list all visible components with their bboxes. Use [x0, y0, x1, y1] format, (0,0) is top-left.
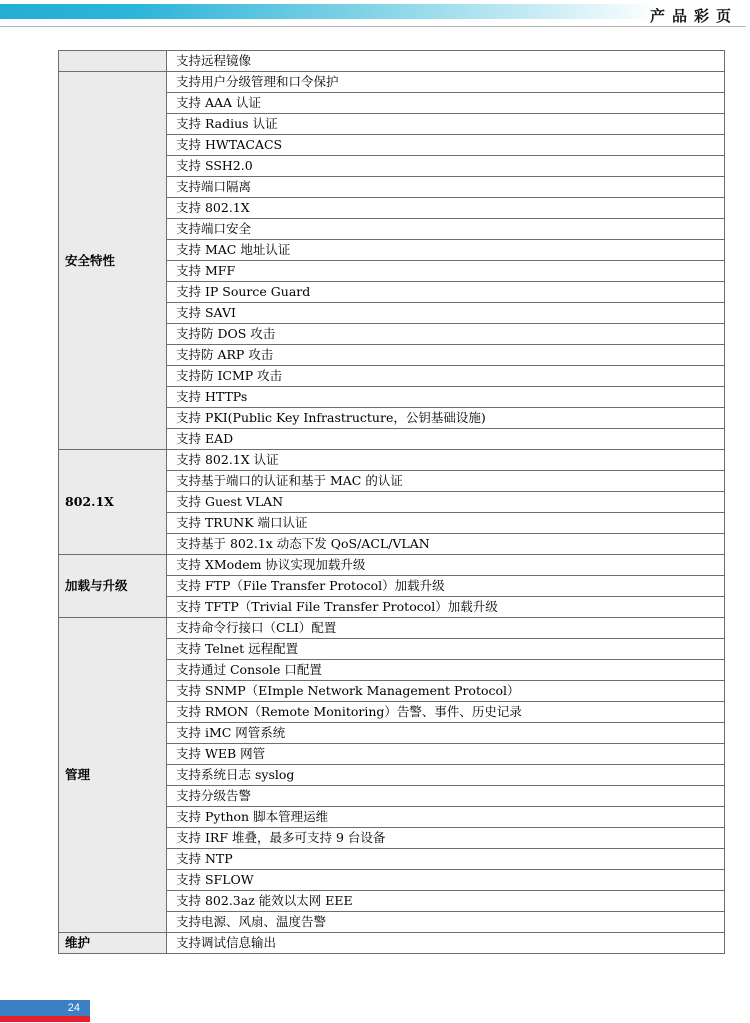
- feature-cell: 支持 HTTPs: [167, 387, 725, 408]
- feature-cell: 支持远程镜像: [167, 51, 725, 72]
- page-title: 产品彩页: [649, 8, 738, 25]
- feature-cell: 支持 Radius 认证: [167, 114, 725, 135]
- feature-cell: 支持 RMON（Remote Monitoring）告警、事件、历史记录: [167, 702, 725, 723]
- feature-cell: 支持端口隔离: [167, 177, 725, 198]
- category-cell: 管理: [59, 618, 167, 933]
- feature-cell: 支持系统日志 syslog: [167, 765, 725, 786]
- feature-cell: 支持 HWTACACS: [167, 135, 725, 156]
- feature-cell: 支持 SSH2.0: [167, 156, 725, 177]
- feature-cell: 支持 SAVI: [167, 303, 725, 324]
- feature-cell: 支持 SNMP（EImple Network Management Protocol）: [167, 681, 725, 702]
- header-gradient-bar: [0, 4, 750, 19]
- feature-cell: 支持 MAC 地址认证: [167, 240, 725, 261]
- feature-cell: 支持命令行接口（CLI）配置: [167, 618, 725, 639]
- feature-cell: 支持 iMC 网管系统: [167, 723, 725, 744]
- feature-cell: 支持防 ARP 攻击: [167, 345, 725, 366]
- table-row: [59, 618, 725, 639]
- feature-cell: 支持 Telnet 远程配置: [167, 639, 725, 660]
- feature-cell: 支持 EAD: [167, 429, 725, 450]
- feature-cell: 支持 802.1X 认证: [167, 450, 725, 471]
- feature-cell: 支持 TRUNK 端口认证: [167, 513, 725, 534]
- feature-cell: 支持 XModem 协议实现加载升级: [167, 555, 725, 576]
- feature-cell: 支持调试信息输出: [167, 933, 725, 954]
- feature-cell: 支持 WEB 网管: [167, 744, 725, 765]
- table-row: [59, 51, 725, 72]
- feature-cell: 支持 FTP（File Transfer Protocol）加载升级: [167, 576, 725, 597]
- feature-cell: 支持 802.3az 能效以太网 EEE: [167, 891, 725, 912]
- category-cell: 加载与升级: [59, 555, 167, 618]
- category-cell: [59, 51, 167, 72]
- table-row: [59, 450, 725, 471]
- feature-cell: 支持 SFLOW: [167, 870, 725, 891]
- feature-cell: 支持 Python 脚本管理运维: [167, 807, 725, 828]
- category-cell: 维护: [59, 933, 167, 954]
- feature-cell: 支持防 ICMP 攻击: [167, 366, 725, 387]
- feature-cell: 支持电源、风扇、温度告警: [167, 912, 725, 933]
- feature-table-container: [58, 50, 724, 954]
- footer-red-strip: [0, 1016, 90, 1022]
- feature-cell: 支持 IRF 堆叠，最多可支持 9 台设备: [167, 828, 725, 849]
- feature-cell: 支持分级告警: [167, 786, 725, 807]
- table-row: [59, 933, 725, 954]
- feature-cell: 支持 PKI(Public Key Infrastructure，公钥基础设施): [167, 408, 725, 429]
- feature-table-body: [59, 51, 725, 954]
- feature-cell: 支持 Guest VLAN: [167, 492, 725, 513]
- feature-table: [58, 50, 725, 954]
- feature-cell: 支持 TFTP（Trivial File Transfer Protocol）加载升级: [167, 597, 725, 618]
- feature-cell: 支持用户分级管理和口令保护: [167, 72, 725, 93]
- feature-cell: 支持基于 802.1x 动态下发 QoS/ACL/VLAN: [167, 534, 725, 555]
- header-divider: [0, 26, 746, 27]
- feature-cell: 支持基于端口的认证和基于 MAC 的认证: [167, 471, 725, 492]
- page-number-badge: 24: [0, 1000, 90, 1016]
- feature-cell: 支持端口安全: [167, 219, 725, 240]
- feature-cell: 支持通过 Console 口配置: [167, 660, 725, 681]
- feature-cell: 支持 MFF: [167, 261, 725, 282]
- feature-cell: 支持 AAA 认证: [167, 93, 725, 114]
- feature-cell: 支持防 DOS 攻击: [167, 324, 725, 345]
- feature-cell: 支持 IP Source Guard: [167, 282, 725, 303]
- table-row: [59, 555, 725, 576]
- feature-cell: 支持 NTP: [167, 849, 725, 870]
- category-cell: 安全特性: [59, 72, 167, 450]
- feature-cell: 支持 802.1X: [167, 198, 725, 219]
- table-row: [59, 72, 725, 93]
- category-cell: 802.1X: [59, 450, 167, 555]
